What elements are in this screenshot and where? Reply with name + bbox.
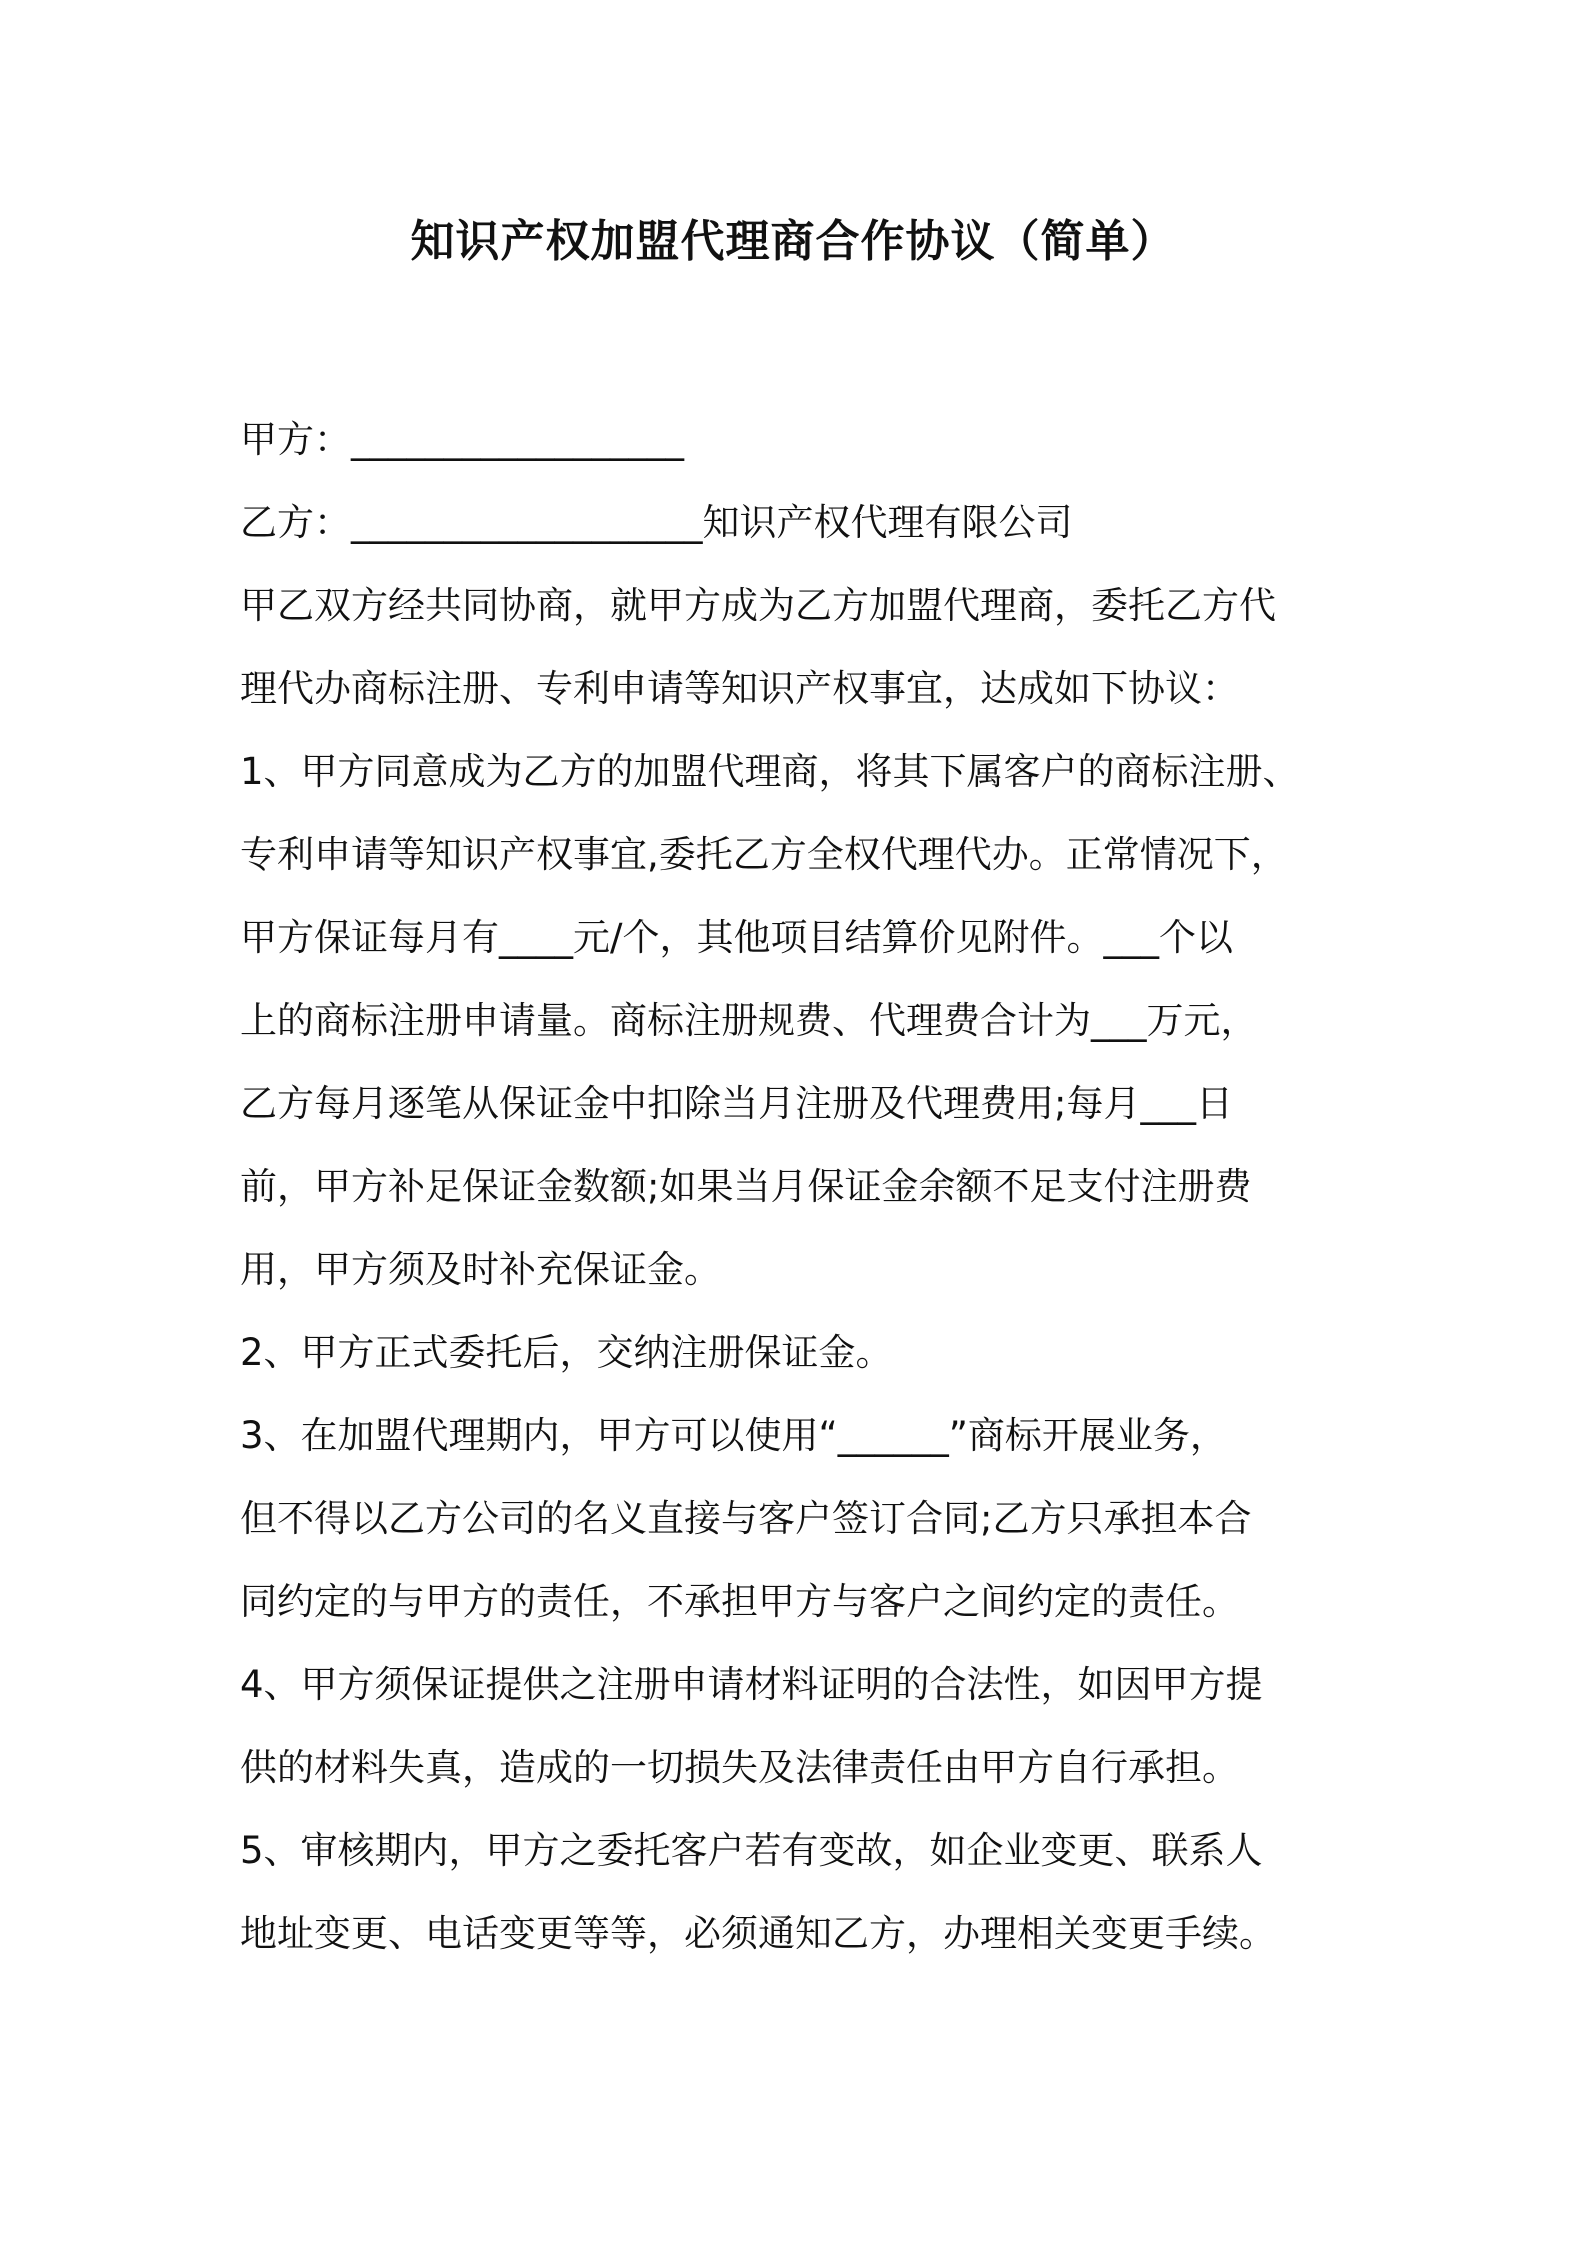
- preamble-line-1: 甲乙双方经共同协商，就甲方成为乙方加盟代理商，委托乙方代: [240, 584, 1276, 627]
- clause-3-line-1: 3、在加盟代理期内，甲方可以使用“______”商标开展业务，: [240, 1414, 1227, 1457]
- clause-1-line-5: 乙方每月逐笔从保证金中扣除当月注册及代理费用;每月___日: [240, 1082, 1233, 1125]
- preamble-line-2: 理代办商标注册、专利申请等知识产权事宜，达成如下协议：: [240, 667, 1239, 710]
- clause-1-line-7: 用，甲方须及时补充保证金。: [240, 1248, 721, 1291]
- clause-2-line-1: 2、甲方正式委托后，交纳注册保证金。: [240, 1331, 893, 1374]
- clause-3-line-3: 同约定的与甲方的责任，不承担甲方与客户之间约定的责任。: [240, 1580, 1239, 1623]
- clause-5-line-2: 地址变更、电话变更等等，必须通知乙方，办理相关变更手续。: [240, 1912, 1276, 1955]
- party-a-line: 甲方：__________________: [240, 418, 684, 461]
- document-body: [240, 398, 1365, 1975]
- clause-1-line-3: 甲方保证每月有____元/个，其他项目结算价见附件。___个以: [240, 916, 1233, 959]
- clause-1-line-6: 前，甲方补足保证金数额;如果当月保证金余额不足支付注册费: [240, 1165, 1252, 1208]
- document-title: 知识产权加盟代理商合作协议（简单）: [410, 216, 1176, 267]
- clause-1-line-1: 1、甲方同意成为乙方的加盟代理商，将其下属客户的商标注册、: [240, 750, 1300, 793]
- clause-4-line-2: 供的材料失真，造成的一切损失及法律责任由甲方自行承担。: [240, 1746, 1239, 1789]
- clause-4-line-1: 4、甲方须保证提供之注册申请材料证明的合法性，如因甲方提: [240, 1663, 1263, 1706]
- party-b-line: 乙方：___________________知识产权代理有限公司: [240, 501, 1073, 544]
- clause-3-line-2: 但不得以乙方公司的名义直接与客户签订合同;乙方只承担本合: [240, 1497, 1252, 1540]
- clause-1-line-2: 专利申请等知识产权事宜,委托乙方全权代理代办。正常情况下，: [240, 833, 1288, 876]
- clause-5-line-1: 5、审核期内，甲方之委托客户若有变故，如企业变更、联系人: [240, 1829, 1263, 1872]
- clause-1-line-4: 上的商标注册申请量。商标注册规费、代理费合计为___万元，: [240, 999, 1258, 1042]
